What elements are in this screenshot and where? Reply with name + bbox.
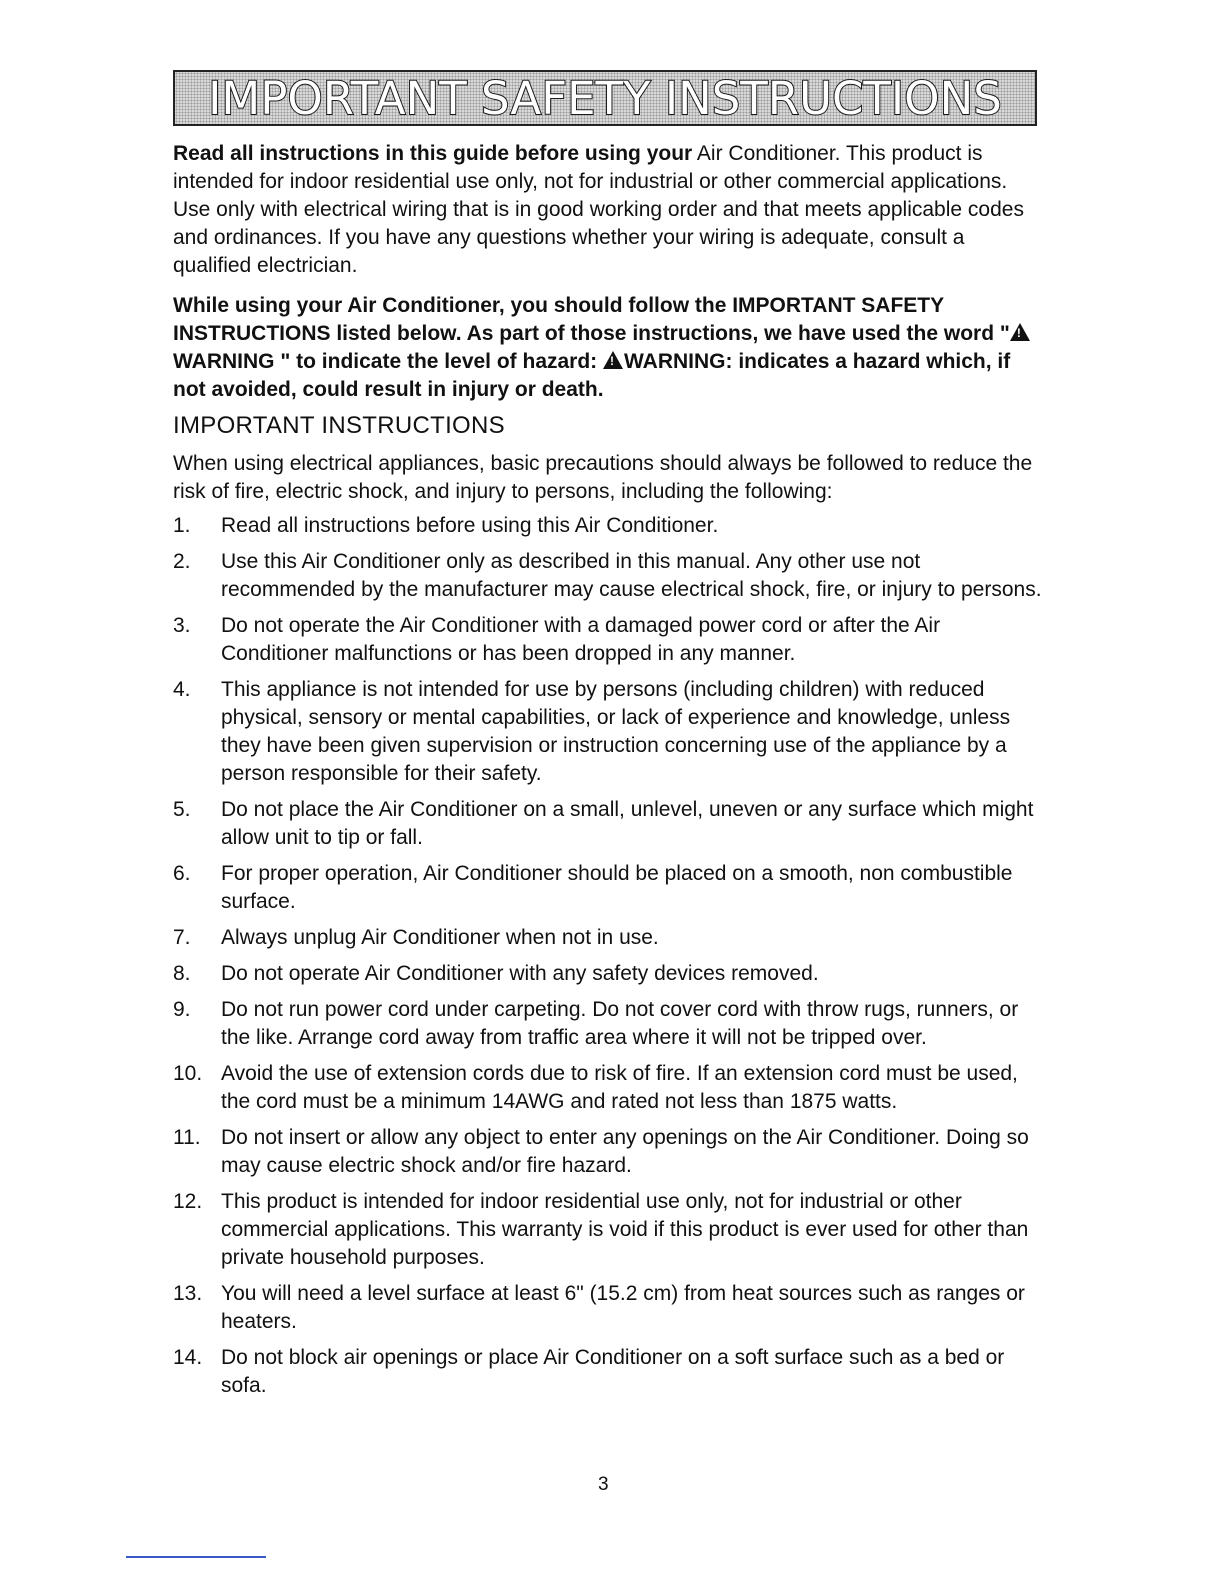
list-item xyxy=(173,512,1043,540)
list-item xyxy=(173,676,1043,788)
warning-word-2: WARNING: xyxy=(624,350,733,373)
item-number: 14. xyxy=(173,1346,203,1369)
list-item xyxy=(173,1188,1043,1272)
item-number: 3. xyxy=(173,614,191,637)
item-number: 13. xyxy=(173,1282,203,1305)
instruction-list xyxy=(173,512,1043,1400)
item-number: 2. xyxy=(173,550,191,573)
item-number: 9. xyxy=(173,998,191,1021)
page-number: 3 xyxy=(598,1474,609,1495)
item-number: 8. xyxy=(173,962,191,985)
list-item xyxy=(173,1124,1043,1180)
item-text: Do not operate the Air Conditioner with a damaged power cord or after the Air Conditioner malfunctions or has been dropped in any manner. xyxy=(221,614,941,665)
item-text: Read all instructions before using this Air Conditioner. xyxy=(221,514,719,537)
item-text: Do not block air openings or place Air Conditioner on a soft surface such as a bed or sofa. xyxy=(221,1346,1005,1397)
list-item xyxy=(173,996,1043,1052)
item-number: 11. xyxy=(173,1126,201,1149)
warning-word-1: WARNING xyxy=(173,350,275,373)
intro-rest-text: Air Conditioner. This product is intended for indoor residential use only, not for industrial or other commercial applications. Use only with electrical wiring that is in good working order and that meets applicable codes and ordinances. If you have any questions whether your wiring is adequate, consult a qualified electrician. xyxy=(173,142,1024,277)
list-item xyxy=(173,548,1043,604)
warning-part3: indicates a hazard which, if not avoided, could result in injury or death. xyxy=(173,350,1011,401)
item-text: Always unplug Air Conditioner when not in use. xyxy=(221,926,659,949)
warning-part1: While using your Air Conditioner, you should follow the IMPORTANT SAFETY INSTRUCTIONS listed below. As part of those instructions, we have used the word " xyxy=(173,294,1010,345)
warning-triangle-icon xyxy=(1010,323,1030,341)
list-item xyxy=(173,960,1043,988)
list-item xyxy=(173,796,1043,852)
intro-paragraph xyxy=(173,140,1043,280)
item-number: 7. xyxy=(173,926,191,949)
precaution-paragraph: When using electrical appliances, basic precautions should always be followed to reduce the risk of fire, electric shock, and injury to persons, including the following: xyxy=(173,452,1033,503)
item-text: Do not place the Air Conditioner on a small, unlevel, uneven or any surface which might allow unit to tip or fall. xyxy=(221,798,1034,849)
title-banner xyxy=(173,70,1037,126)
item-text: Avoid the use of extension cords due to risk of fire. If an extension cord must be used, the cord must be a minimum 14AWG and rated not less than 1875 watts. xyxy=(221,1062,1018,1113)
list-item xyxy=(173,1344,1043,1400)
warning-triangle-icon xyxy=(603,351,623,369)
list-item xyxy=(173,612,1043,668)
list-item xyxy=(173,924,1043,952)
item-text: You will need a level surface at least 6" (15.2 cm) from heat sources such as ranges or heaters. xyxy=(221,1282,1025,1333)
item-text: This product is intended for indoor residential use only, not for industrial or other commercial applications. This warranty is void if this product is ever used for other than private household purposes. xyxy=(221,1190,1029,1269)
warning-paragraph xyxy=(173,292,1043,404)
item-text: Do not insert or allow any object to enter any openings on the Air Conditioner. Doing so may cause electric shock and/or fire hazard. xyxy=(221,1126,1029,1177)
item-text: Do not run power cord under carpeting. Do not cover cord with throw rugs, runners, or the like. Arrange cord away from traffic area where it will not be tripped over. xyxy=(221,998,1019,1049)
intro-bold-text: Read all instructions in this guide before using your xyxy=(173,142,693,165)
item-number: 4. xyxy=(173,678,191,701)
list-item xyxy=(173,860,1043,916)
item-text: Use this Air Conditioner only as described in this manual. Any other use not recommended by the manufacturer may cause electrical shock, fire, or injury to persons. xyxy=(221,550,1042,601)
document-page xyxy=(173,70,1043,1408)
page-title: IMPORTANT SAFETY INSTRUCTIONS xyxy=(208,71,1002,125)
item-text: This appliance is not intended for use by persons (including children) with reduced physical, sensory or mental capabilities, or lack of experience and knowledge, unless they have been given supervision or instruction concerning use of the appliance by a person responsible for their safety. xyxy=(221,678,1011,785)
item-text: Do not operate Air Conditioner with any safety devices removed. xyxy=(221,962,819,985)
item-number: 6. xyxy=(173,862,191,885)
footer-rule xyxy=(126,1556,266,1558)
warning-part2: " to indicate the level of hazard: xyxy=(274,350,604,373)
item-text: For proper operation, Air Conditioner should be placed on a smooth, non combustible surface. xyxy=(221,862,1013,913)
item-number: 10. xyxy=(173,1062,203,1085)
item-number: 12. xyxy=(173,1190,203,1213)
section-heading: IMPORTANT INSTRUCTIONS xyxy=(173,412,505,439)
item-number: 5. xyxy=(173,798,191,821)
list-item xyxy=(173,1060,1043,1116)
item-number: 1. xyxy=(173,514,191,537)
list-item xyxy=(173,1280,1043,1336)
